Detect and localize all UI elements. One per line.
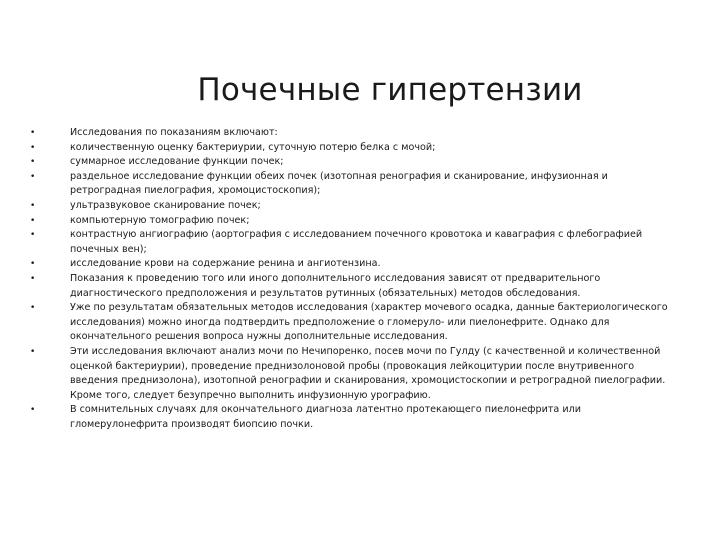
- bullet-icon: •: [30, 171, 36, 182]
- list-item: [30, 199, 670, 214]
- list-item: [30, 126, 670, 141]
- bullet-list: [30, 126, 670, 432]
- bullet-icon: •: [30, 259, 36, 270]
- list-item: [30, 403, 670, 432]
- list-item: [30, 345, 670, 403]
- bullet-icon: •: [30, 200, 36, 211]
- list-item-text: суммарное исследование функции почек;: [70, 156, 284, 168]
- list-item-text: контрастную ангиографию (аортография с исследованием почечного кровотока и каваграфия с флебографией почечных вен);: [70, 229, 643, 255]
- list-item-text: количественную оценку бактериурии, суточную потерю белка с мочой;: [70, 141, 436, 153]
- list-item: [30, 228, 670, 257]
- list-item-text: Эти исследования включают анализ мочи по Нечипоренко, посев мочи по Гулду (с качественной и количественной оценкой бактериурии), проведение преднизолоновой пробы (провокация лейкоцитурии после внутривенного введения преднизолона), изотопной ренографии и сканирования, хромоцистоскопии и ретроградной пиелографии. Кроме того, следует безупречно выполнить инфузионную урографию.: [70, 345, 666, 401]
- list-item-text: Показания к проведению того или иного дополнительного исследования зависят от предварительного диагностического предположения и результатов рутинных (обязательных) методов обследования.: [70, 272, 601, 299]
- list-item-text: исследование крови на содержание ренина и ангиотензина.: [70, 258, 381, 270]
- bullet-icon: •: [30, 405, 36, 416]
- list-item-text: Исследования по показаниям включают:: [70, 127, 278, 138]
- list-item: [30, 141, 670, 156]
- list-item: [30, 272, 670, 301]
- bullet-icon: •: [30, 142, 36, 153]
- list-item-text: компьютерную томографию почек;: [70, 214, 250, 226]
- list-item: [30, 155, 670, 170]
- bullet-icon: •: [30, 157, 36, 168]
- bullet-icon: •: [30, 215, 36, 226]
- bullet-icon: •: [30, 230, 36, 241]
- list-item: [30, 301, 670, 345]
- list-item-text: раздельное исследование функции обеих почек (изотопная ренография и сканирование, инфузионная и ретроградная пиелография, хромоцистоскопия);: [70, 170, 608, 197]
- bullet-icon: •: [30, 128, 36, 138]
- list-item-text: Уже по результатам обязательных методов исследования (характер мочевого осадка, данные бактериологического исследования) можно иногда подтвердить предположение о гломеруло- или пиелонефрите. Однако для окончательного решения вопроса нужны дополнительные исследования.: [70, 302, 668, 343]
- list-item: [30, 170, 670, 199]
- list-item-text: В сомнительных случаях для окончательного диагноза латентно протекающего пиелонефрита или гломерулонефрита производят биопсию почки.: [70, 404, 581, 430]
- bullet-icon: •: [30, 273, 36, 284]
- list-item: [30, 214, 670, 229]
- list-item-text: ультразвуковое сканирование почек;: [70, 199, 261, 211]
- bullet-icon: •: [30, 346, 36, 357]
- bullet-icon: •: [30, 303, 36, 314]
- list-item: [30, 257, 670, 272]
- slide-title: Почечные гипертензии: [197, 72, 583, 108]
